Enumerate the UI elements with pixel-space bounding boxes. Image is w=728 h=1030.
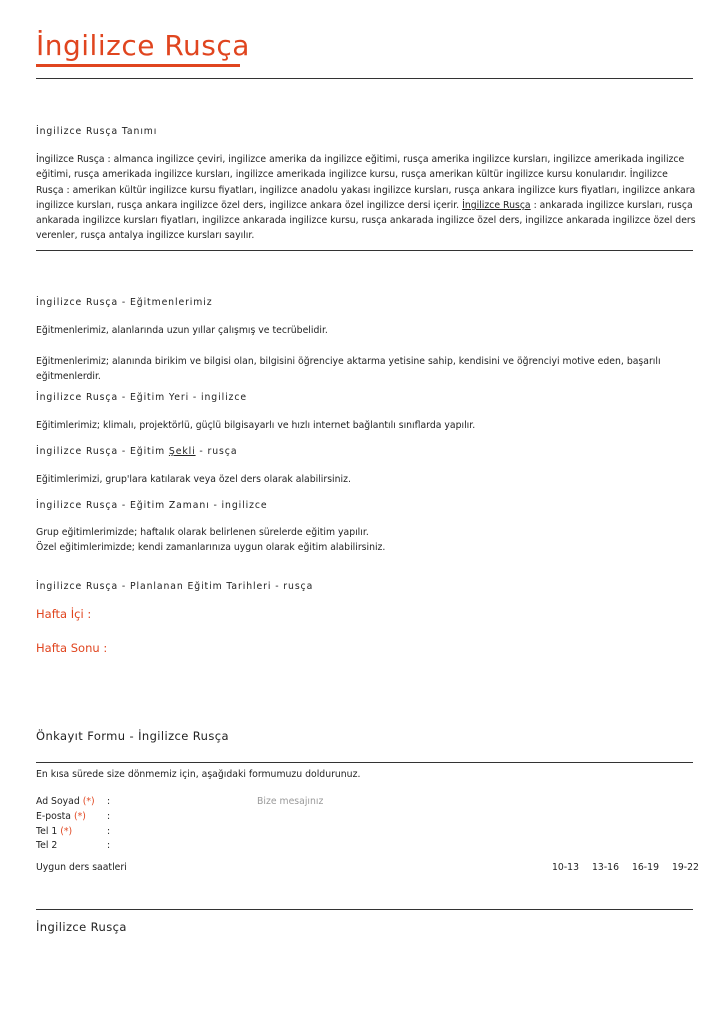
required-marker: (*)	[82, 796, 95, 807]
teachers-p1: Eğitmenlerimiz, alanlarında uzun yıllar çalışmış ve tecrübelidir.	[36, 325, 328, 336]
place-heading: İngilizce Rusça - Eğitim Yeri - ingilizce	[36, 392, 247, 403]
time-line1: Grup eğitimlerimizde; haftalık olarak belirlenen sürelerde eğitim yapılır.	[36, 527, 369, 538]
form-intro: En kısa sürede size dönmemiz için, aşağıdaki formumuzu doldurunuz.	[36, 769, 361, 780]
format-heading-link[interactable]: Şekli	[168, 446, 196, 457]
page-title: İngilizce Rusça	[36, 29, 250, 62]
message-textarea[interactable]: Bize mesajınız	[257, 796, 324, 807]
place-text: Eğitimlerimiz; klimalı, projektörlü, güçlü bilgisayarlı ve hızlı internet bağlantılı sınıflarda yapılır.	[36, 420, 476, 431]
format-heading-suffix: - rusça	[195, 446, 238, 457]
format-heading	[36, 444, 237, 460]
hours-label: Uygun ders saatleri	[36, 862, 127, 873]
weekend-label: Hafta Sonu :	[36, 641, 108, 655]
format-text: Eğitimlerimizi, grup'lara katılarak veya özel ders olarak alabilirsiniz.	[36, 474, 351, 485]
time-line2: Özel eğitimlerimizde; kendi zamanlarınıza uygun olarak eğitim alabilirsiniz.	[36, 542, 386, 553]
required-marker: (*)	[73, 811, 86, 822]
definition-text	[36, 152, 696, 244]
title-underline	[36, 64, 240, 67]
teachers-p2: Eğitmenlerimiz; alanında birikim ve bilgisi olan, bilgisini öğrenciye aktarma yetisine sahip, kendisini ve öğrenciyi motive eden, başarılı eğitmenlerdir.	[36, 356, 661, 383]
hours-options	[542, 860, 699, 876]
name-label: Ad Soyad (*)	[36, 796, 95, 807]
definition-body-start: İngilizce Rusça : almanca ingilizce çeviri, ingilizce amerika da ingilizce eğitimi, rusça amerika ingilizce kursları, ingilizce amerikada ingilizce eğitimi, rusça amerikada ingilizce kursları, ingilizce amerikada ingilizce kursu, rusça amerikan kültür ingilizce kursu konularıdır. İngilizce Rusça : amerikan kültür ingilizce kursu fiyatları, ingilizce anadolu yakası ingilizce kursları, rusça ankara ingilizce kurs fiyatları, ingilizce ankara ingilizce kursları, rusça ankara ingilizce özel ders, ingilizce ankara özel ingilizce dersi içerir.	[36, 154, 696, 211]
name-field[interactable]: :	[107, 796, 111, 807]
format-heading-prefix: İngilizce Rusça - Eğitim	[36, 446, 169, 457]
definition-body-end: : ankarada ingilizce kursları, rusça ankarada ingilizce kursları fiyatları, ingilizce ankarada ingilizce kursu, rusça ankarada ingilizce özel ders, ingilizce ankarada ingilizce özel ders verenler, rusça antalya ingilizce kursları sayılır.	[36, 199, 696, 242]
form-divider	[36, 762, 693, 763]
email-label: E-posta (*)	[36, 811, 86, 822]
tel2-label: Tel 2	[36, 840, 58, 851]
footer-title: İngilizce Rusça	[36, 920, 127, 934]
hours-option-16-19[interactable]: 16-19	[631, 862, 659, 873]
teachers-heading-prefix: İngilizce Rusça - Eğitm	[36, 297, 162, 308]
hours-option-13-16[interactable]: 13-16	[591, 862, 619, 873]
teachers-heading-suffix: enlerimiz	[161, 297, 213, 308]
time-heading: İngilizce Rusça - Eğitim Zamanı - ingilizce	[36, 500, 268, 511]
required-marker: (*)	[60, 826, 73, 837]
planned-heading: İngilizce Rusça - Planlanan Eğitim Tarihleri - rusça	[36, 581, 314, 592]
hours-option-19-22[interactable]: 19-22	[671, 862, 699, 873]
weekdays-label: Hafta İçi :	[36, 607, 92, 621]
form-title: Önkayıt Formu - İngilizce Rusça	[36, 729, 229, 743]
definition-heading: İngilizce Rusça Tanımı	[36, 126, 158, 137]
tel1-field[interactable]: :	[107, 826, 111, 837]
teachers-heading	[36, 295, 213, 311]
section-divider	[36, 250, 693, 251]
tel2-field[interactable]: :	[107, 840, 111, 851]
hours-option-10-13[interactable]: 10-13	[552, 862, 580, 873]
header-divider	[36, 78, 693, 79]
footer-divider	[36, 909, 693, 910]
email-field[interactable]: :	[107, 811, 111, 822]
definition-link[interactable]: İngilizce Rusça	[462, 199, 531, 211]
tel1-label: Tel 1 (*)	[36, 826, 73, 837]
